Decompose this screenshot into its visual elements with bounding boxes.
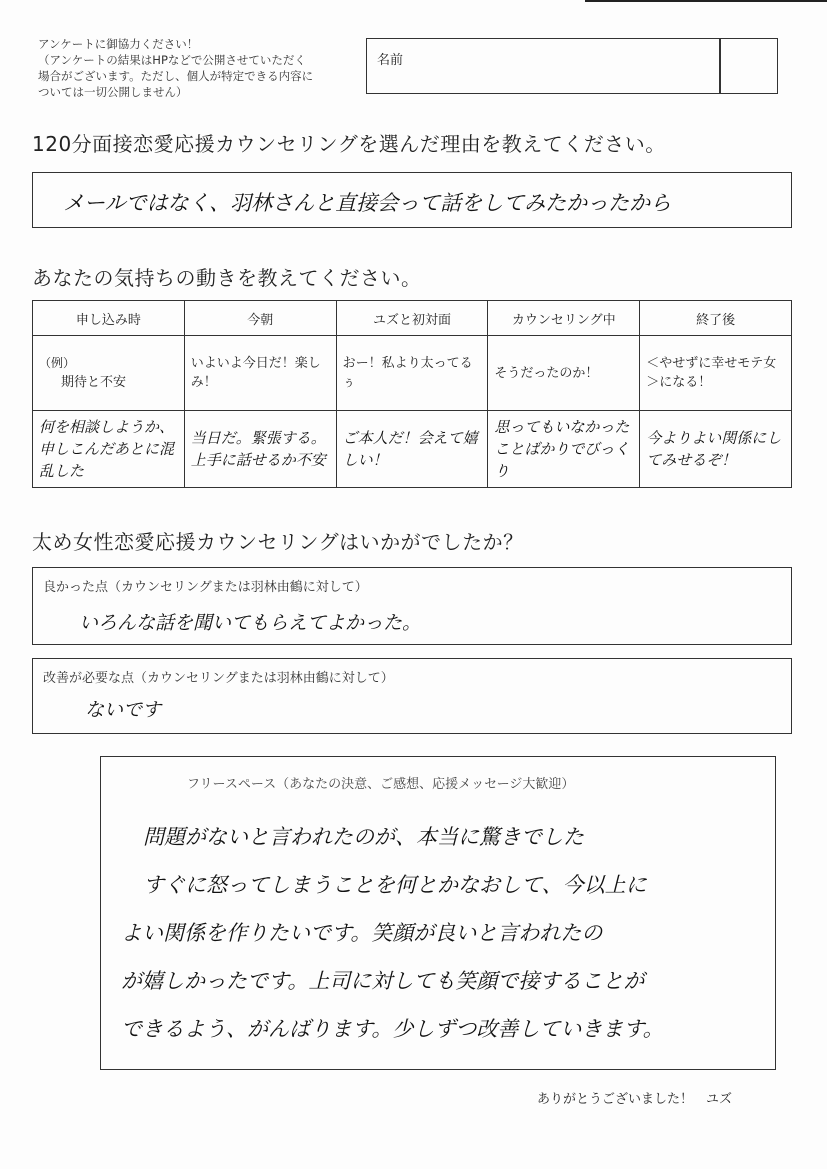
name-field[interactable] <box>366 38 778 94</box>
example-cell: そうだったのか！ <box>488 336 640 411</box>
feelings-table <box>32 300 792 488</box>
notice-line: アンケートに御協力ください！ <box>38 37 199 51</box>
answer-cell[interactable]: 何を相談しようか、申しこんだあとに混乱した <box>33 411 185 488</box>
free-space-line: よい関係を作りたいです。笑顔が良いと言われたの <box>121 921 603 945</box>
name-label: 名前 <box>377 53 404 68</box>
example-label: （例） <box>39 356 76 370</box>
example-cell: おー！私より太ってるぅ <box>336 336 488 411</box>
answer-row <box>33 411 792 488</box>
header-after: 終了後 <box>640 301 792 336</box>
q2-title: あなたの気持ちの動きを教えてください。 <box>32 266 422 290</box>
free-space-line: 問題がないと言われたのが、本当に驚きでした <box>143 825 584 849</box>
example-cell: いよいよ今日だ！楽しみ！ <box>184 336 336 411</box>
q1-title: 120分面接恋愛応援カウンセリングを選んだ理由を教えてください。 <box>32 132 666 156</box>
q3-title: 太め女性恋愛応援カウンセリングはいかがでしたか？ <box>32 530 524 554</box>
table-header-row <box>33 301 792 336</box>
free-space-line: すぐに怒ってしまうことを何とかなおして、今以上に <box>143 873 647 897</box>
top-edge-line <box>585 0 827 2</box>
name-box-divider <box>719 39 721 93</box>
answer-cell[interactable]: ご本人だ！会えて嬉しい！ <box>336 411 488 488</box>
header-morning: 今朝 <box>184 301 336 336</box>
improvement-answer: ないです <box>85 699 162 721</box>
q1-answer-box[interactable] <box>32 172 792 228</box>
example-cell <box>33 336 185 411</box>
example-text: 期待と不安 <box>61 375 127 390</box>
answer-cell[interactable]: 思ってもいなかったことばかりでびっくり <box>488 411 640 488</box>
notice-line: （アンケートの結果はHPなどで公開させていただく <box>38 53 306 67</box>
example-row <box>33 336 792 411</box>
header-apply: 申し込み時 <box>33 301 185 336</box>
notice-line: ついては一切公開しません） <box>38 85 188 99</box>
improvement-label: 改善が必要な点（カウンセリングまたは羽林由鶴に対して） <box>43 671 394 686</box>
header-during: カウンセリング中 <box>488 301 640 336</box>
survey-notice <box>38 36 358 100</box>
free-space-text <box>121 813 757 1053</box>
header-first-meet: ユズと初対面 <box>336 301 488 336</box>
q1-answer: メールではなく、羽林さんと直接会って話をしてみたかったから <box>63 191 672 215</box>
good-points-answer: いろんな話を聞いてもらえてよかった。 <box>79 612 422 634</box>
free-space-box[interactable] <box>100 756 776 1070</box>
answer-cell[interactable]: 今よりよい関係にしてみせるぞ！ <box>640 411 792 488</box>
good-points-label: 良かった点（カウンセリングまたは羽林由鶴に対して） <box>43 580 368 595</box>
thanks-note: ありがとうございました！ ユズ <box>537 1092 733 1107</box>
improvement-box[interactable] <box>32 658 792 734</box>
notice-line: 場合がございます。ただし、個人が特定できる内容に <box>38 69 314 83</box>
example-cell: ＜やせずに幸せモテ女＞になる！ <box>640 336 792 411</box>
good-points-box[interactable] <box>32 567 792 645</box>
free-space-line: が嬉しかったです。上司に対しても笑顔で接することが <box>121 969 645 993</box>
free-space-line: できるよう、がんばります。少しずつ改善していきます。 <box>121 1017 664 1041</box>
answer-cell[interactable]: 当日だ。緊張する。上手に話せるか不安 <box>184 411 336 488</box>
free-space-title: フリースペース（あなたの決意、ご感想、応援メッセージ大歓迎） <box>187 777 575 792</box>
